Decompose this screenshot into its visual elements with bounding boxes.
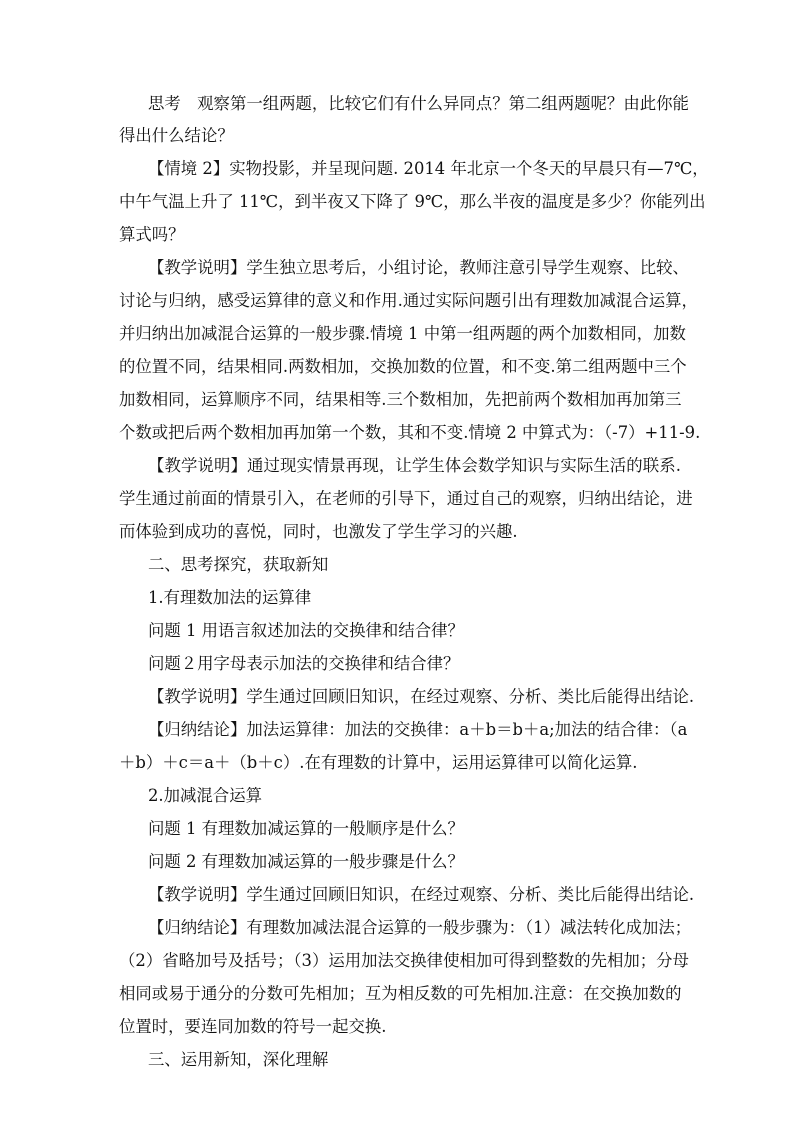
teaching-note-4: 【教学说明】学生通过回顾旧知识，在经过观察、分析、类比后能得出结论. bbox=[148, 885, 695, 904]
subheading-addition-laws: 1.有理数加法的运算律 bbox=[148, 588, 312, 607]
conclusion-2-line-2: （2）省略加号及括号；（3）运用加法交换律使相加可得到整数的先相加；分母 bbox=[119, 951, 689, 970]
paragraph-teaching-note1-line-5: 加数相同，运算顺序不同，结果相等.三个数相加，先把前两个数相加再加第三 bbox=[119, 390, 682, 409]
subheading-mixed-operations: 2.加减混合运算 bbox=[148, 786, 262, 805]
question-2-mixed: 问题 2 有理数加减运算的一般步骤是什么？ bbox=[148, 852, 464, 871]
question-1-mixed: 问题 1 有理数加减运算的一般顺序是什么？ bbox=[148, 819, 464, 838]
paragraph-situation2-line-3: 算式吗？ bbox=[119, 225, 185, 244]
teaching-note-3: 【教学说明】学生通过回顾旧知识，在经过观察、分析、类比后能得出结论. bbox=[148, 687, 695, 706]
conclusion-2-line-3: 相同或易于通分的分数可先相加；互为相反数的可先相加.注意：在交换加数的 bbox=[119, 984, 682, 1003]
paragraph-teaching-note1-line-6: 个数或把后两个数相加再加第一个数，其和不变.情境 2 中算式为：（-7）+11-9. bbox=[119, 423, 701, 442]
paragraph-think-line-2: 得出什么结论？ bbox=[119, 126, 234, 145]
conclusion-2-line-1: 【归纳结论】有理数加减法混合运算的一般步骤为：（1）减法转化成加法； bbox=[148, 918, 692, 937]
paragraph-think-line-1: 思考 观察第一组两题，比较它们有什么异同点？第二组两题呢？由此你能 bbox=[148, 94, 689, 113]
conclusion-1-line-1: 【归纳结论】加法运算律：加法的交换律：a＋b＝b＋a;加法的结合律：（a bbox=[148, 720, 688, 739]
paragraph-teaching-note2-line-1: 【教学说明】通过现实情景再现，让学生体会数学知识与实际生活的联系. bbox=[148, 456, 681, 475]
section-heading-3: 三、运用新知，深化理解 bbox=[148, 1050, 329, 1069]
section-heading-2: 二、思考探究，获取新知 bbox=[148, 555, 329, 574]
question-2-addition: 问题２用字母表示加法的交换律和结合律？ bbox=[148, 654, 460, 673]
question-1-addition: 问题 1 用语言叙述加法的交换律和结合律？ bbox=[148, 621, 464, 640]
paragraph-teaching-note1-line-2: 讨论与归纳，感受运算律的意义和作用.通过实际问题引出有理数加减混合运算， bbox=[119, 291, 698, 310]
paragraph-teaching-note1-line-1: 【教学说明】学生独立思考后，小组讨论，教师注意引导学生观察、比较、 bbox=[148, 258, 689, 277]
conclusion-2-line-4: 位置时，要连同加数的符号一起交换. bbox=[119, 1017, 387, 1036]
paragraph-teaching-note1-line-4: 的位置不同，结果相同.两数相加，交换加数的位置，和不变.第二组两题中三个 bbox=[119, 357, 687, 376]
paragraph-teaching-note2-line-2: 学生通过前面的情景引入，在老师的引导下，通过自己的观察，归纳出结论，进 bbox=[119, 489, 693, 508]
paragraph-situation2-line-2: 中午气温上升了 11℃，到半夜又下降了 9℃，那么半夜的温度是多少？你能列出 bbox=[119, 192, 706, 211]
paragraph-teaching-note1-line-3: 并归纳出加减混合运算的一般步骤.情境 1 中第一组两题的两个加数相同，加数 bbox=[119, 324, 686, 343]
conclusion-1-line-2: ＋b）＋c＝a＋（b＋c）.在有理数的计算中，运用运算律可以简化运算. bbox=[119, 753, 638, 772]
paragraph-situation2-line-1: 【情境 2】实物投影，并呈现问题. 2014 年北京一个冬天的早晨只有—7℃， bbox=[148, 159, 709, 178]
paragraph-teaching-note2-line-3: 而体验到成功的喜悦，同时，也激发了学生学习的兴趣. bbox=[119, 522, 518, 541]
